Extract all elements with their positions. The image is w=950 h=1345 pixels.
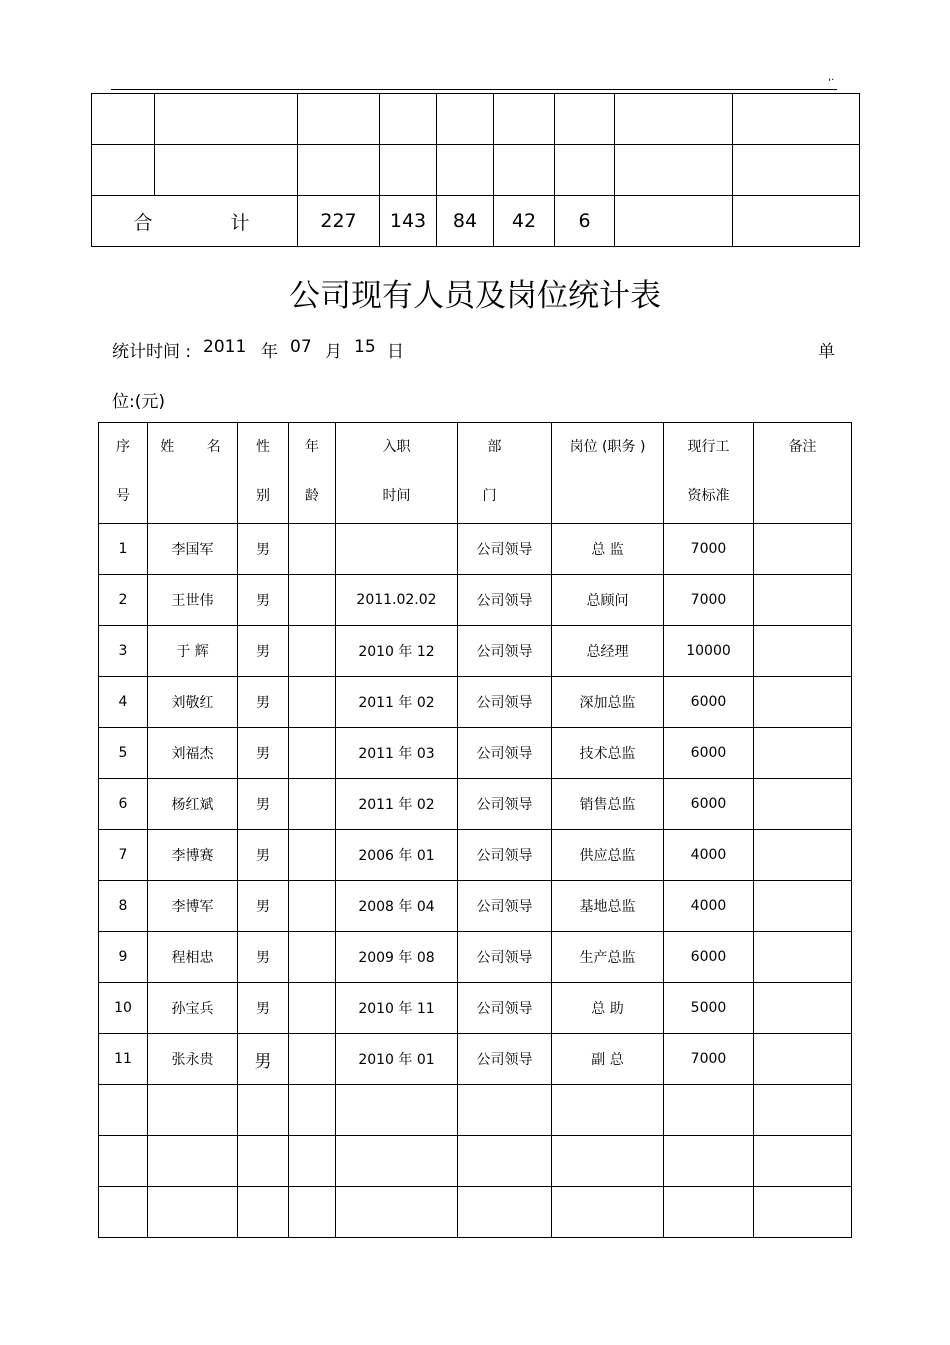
table-row	[99, 1034, 852, 1085]
table-cell	[289, 1136, 336, 1187]
table-cell	[555, 94, 615, 145]
column-header-salary: 现行工 资标准	[664, 423, 754, 524]
cell-age	[289, 728, 336, 779]
column-header-age: 年 龄	[289, 423, 336, 524]
cell-seq: 6	[99, 779, 148, 830]
cell-name: 程相忠	[148, 932, 238, 983]
cell-age	[289, 932, 336, 983]
cell-join: 2006 年 01	[336, 830, 458, 881]
table-cell	[664, 1136, 754, 1187]
table-cell	[733, 145, 860, 196]
total-row	[92, 196, 860, 247]
cell-name: 刘福杰	[148, 728, 238, 779]
cell-join: 2010 年 01	[336, 1034, 458, 1085]
table-cell	[552, 1085, 664, 1136]
cell-gender: 男	[238, 1034, 289, 1085]
cell-join: 2011.02.02	[336, 575, 458, 626]
cell-gender: 男	[238, 881, 289, 932]
cell-position: 深加总监	[552, 677, 664, 728]
staff-table	[98, 422, 852, 1238]
table-cell	[555, 145, 615, 196]
cell-note	[754, 728, 852, 779]
total-value: 227	[298, 196, 380, 247]
cell-join: 2010 年 11	[336, 983, 458, 1034]
stat-year-unit: 年	[261, 342, 278, 362]
cell-note	[754, 983, 852, 1034]
stat-day: 15	[354, 337, 376, 357]
table-row	[99, 881, 852, 932]
cell-note	[754, 677, 852, 728]
table-row	[99, 728, 852, 779]
cell-gender: 男	[238, 728, 289, 779]
cell-dept: 公司领导	[458, 881, 552, 932]
table-cell	[289, 1085, 336, 1136]
cell-salary: 6000	[664, 728, 754, 779]
cell-note	[754, 932, 852, 983]
table-cell	[552, 1187, 664, 1238]
table-cell	[155, 145, 298, 196]
table-cell	[298, 94, 380, 145]
table-cell	[754, 1085, 852, 1136]
cell-age	[289, 830, 336, 881]
table-cell	[552, 1136, 664, 1187]
table-cell	[494, 94, 555, 145]
cell-position: 总 助	[552, 983, 664, 1034]
cell-name: 张永贵	[148, 1034, 238, 1085]
cell-seq: 7	[99, 830, 148, 881]
cell-note	[754, 524, 852, 575]
table-cell	[99, 1085, 148, 1136]
cell-seq: 2	[99, 575, 148, 626]
cell-dept: 公司领导	[458, 1034, 552, 1085]
table-cell	[615, 196, 733, 247]
table-cell	[336, 1136, 458, 1187]
cell-salary: 4000	[664, 830, 754, 881]
cell-salary: 4000	[664, 881, 754, 932]
cell-name: 李博军	[148, 881, 238, 932]
column-header-dept: 部 门	[458, 423, 552, 524]
cell-seq: 4	[99, 677, 148, 728]
cell-dept: 公司领导	[458, 779, 552, 830]
table-cell	[155, 94, 298, 145]
column-header-join-date: 入职 时间	[336, 423, 458, 524]
table-cell	[664, 1187, 754, 1238]
cell-seq: 3	[99, 626, 148, 677]
cell-dept: 公司领导	[458, 932, 552, 983]
cell-dept: 公司领导	[458, 575, 552, 626]
cell-salary: 6000	[664, 677, 754, 728]
table-row	[92, 94, 860, 145]
table-cell	[336, 1085, 458, 1136]
table-row	[99, 983, 852, 1034]
cell-join: 2009 年 08	[336, 932, 458, 983]
cell-gender: 男	[238, 779, 289, 830]
cell-dept: 公司领导	[458, 677, 552, 728]
cell-salary: 6000	[664, 779, 754, 830]
table-row	[99, 677, 852, 728]
cell-join	[336, 524, 458, 575]
table-cell	[148, 1136, 238, 1187]
table-row	[99, 932, 852, 983]
cell-age	[289, 677, 336, 728]
page-title: 公司现有人员及岗位统计表	[289, 278, 661, 314]
table-cell	[437, 94, 494, 145]
table-cell	[437, 145, 494, 196]
table-cell	[458, 1187, 552, 1238]
cell-name: 孙宝兵	[148, 983, 238, 1034]
stat-month: 07	[290, 337, 312, 357]
cell-age	[289, 881, 336, 932]
table-cell	[92, 145, 155, 196]
table-cell	[664, 1085, 754, 1136]
header-mark: ,.	[828, 72, 835, 83]
cell-join: 2010 年 12	[336, 626, 458, 677]
table-row	[99, 779, 852, 830]
cell-gender: 男	[238, 677, 289, 728]
table-cell	[238, 1136, 289, 1187]
cell-dept: 公司领导	[458, 830, 552, 881]
cell-dept: 公司领导	[458, 524, 552, 575]
cell-position: 基地总监	[552, 881, 664, 932]
table-row	[99, 1136, 852, 1187]
cell-position: 副 总	[552, 1034, 664, 1085]
table-cell	[380, 145, 437, 196]
cell-note	[754, 1034, 852, 1085]
table-cell	[615, 94, 733, 145]
cell-gender: 男	[238, 626, 289, 677]
total-value: 6	[555, 196, 615, 247]
table-cell	[148, 1085, 238, 1136]
cell-position: 总经理	[552, 626, 664, 677]
total-value: 143	[380, 196, 437, 247]
table-row	[99, 1187, 852, 1238]
column-header-position: 岗位 (职务 )	[552, 423, 664, 524]
cell-seq: 8	[99, 881, 148, 932]
cell-dept: 公司领导	[458, 728, 552, 779]
table-row	[99, 1085, 852, 1136]
header-rule	[111, 89, 837, 90]
total-value: 84	[437, 196, 494, 247]
cell-salary: 7000	[664, 575, 754, 626]
cell-seq: 9	[99, 932, 148, 983]
table-cell	[615, 145, 733, 196]
table-cell	[99, 1187, 148, 1238]
table-cell	[289, 1187, 336, 1238]
table-cell	[380, 94, 437, 145]
table-row	[99, 575, 852, 626]
cell-join: 2008 年 04	[336, 881, 458, 932]
cell-seq: 1	[99, 524, 148, 575]
cell-gender: 男	[238, 830, 289, 881]
cell-age	[289, 983, 336, 1034]
cell-salary: 6000	[664, 932, 754, 983]
cell-note	[754, 830, 852, 881]
cell-dept: 公司领导	[458, 626, 552, 677]
stat-year: 2011	[203, 337, 247, 357]
cell-gender: 男	[238, 983, 289, 1034]
stat-month-unit: 月	[325, 342, 342, 362]
table-cell	[733, 94, 860, 145]
table-row	[92, 145, 860, 196]
table-cell	[92, 94, 155, 145]
cell-name: 李国军	[148, 524, 238, 575]
cell-seq: 5	[99, 728, 148, 779]
cell-note	[754, 779, 852, 830]
table-cell	[458, 1136, 552, 1187]
table-row	[99, 830, 852, 881]
cell-salary: 5000	[664, 983, 754, 1034]
cell-join: 2011 年 02	[336, 779, 458, 830]
cell-name: 李博赛	[148, 830, 238, 881]
column-header-note: 备注	[754, 423, 852, 524]
cell-age	[289, 1034, 336, 1085]
total-label: 合 计	[92, 196, 298, 247]
cell-position: 供应总监	[552, 830, 664, 881]
table-cell	[458, 1085, 552, 1136]
summary-table	[91, 93, 860, 247]
cell-gender: 男	[238, 524, 289, 575]
cell-join: 2011 年 02	[336, 677, 458, 728]
cell-age	[289, 626, 336, 677]
header-row	[99, 423, 852, 524]
table-cell	[238, 1187, 289, 1238]
cell-position: 销售总监	[552, 779, 664, 830]
column-header-gender: 性 别	[238, 423, 289, 524]
cell-position: 生产总监	[552, 932, 664, 983]
cell-name: 于 辉	[148, 626, 238, 677]
stat-label: 统计时间 :	[112, 342, 192, 362]
cell-seq: 11	[99, 1034, 148, 1085]
cell-name: 刘敬红	[148, 677, 238, 728]
cell-name: 杨红斌	[148, 779, 238, 830]
table-cell	[336, 1187, 458, 1238]
cell-note	[754, 575, 852, 626]
table-cell	[754, 1136, 852, 1187]
table-cell	[99, 1136, 148, 1187]
total-value: 42	[494, 196, 555, 247]
cell-seq: 10	[99, 983, 148, 1034]
table-cell	[754, 1187, 852, 1238]
table-cell	[238, 1085, 289, 1136]
cell-name: 王世伟	[148, 575, 238, 626]
table-row	[99, 524, 852, 575]
cell-gender: 男	[238, 575, 289, 626]
table-cell	[298, 145, 380, 196]
cell-salary: 10000	[664, 626, 754, 677]
cell-salary: 7000	[664, 524, 754, 575]
cell-note	[754, 881, 852, 932]
unit-label-part1: 单	[818, 342, 835, 362]
column-header-seq: 序 号	[99, 423, 148, 524]
table-cell	[494, 145, 555, 196]
stat-day-unit: 日	[387, 342, 404, 362]
cell-position: 总顾问	[552, 575, 664, 626]
cell-age	[289, 575, 336, 626]
unit-label-part2: 位:(元)	[112, 392, 165, 412]
cell-age	[289, 524, 336, 575]
cell-position: 总 监	[552, 524, 664, 575]
cell-gender: 男	[238, 932, 289, 983]
cell-age	[289, 779, 336, 830]
table-row	[99, 626, 852, 677]
cell-salary: 7000	[664, 1034, 754, 1085]
cell-note	[754, 626, 852, 677]
cell-position: 技术总监	[552, 728, 664, 779]
table-cell	[733, 196, 860, 247]
cell-join: 2011 年 03	[336, 728, 458, 779]
table-cell	[148, 1187, 238, 1238]
column-header-name: 姓 名	[148, 423, 238, 524]
cell-dept: 公司领导	[458, 983, 552, 1034]
